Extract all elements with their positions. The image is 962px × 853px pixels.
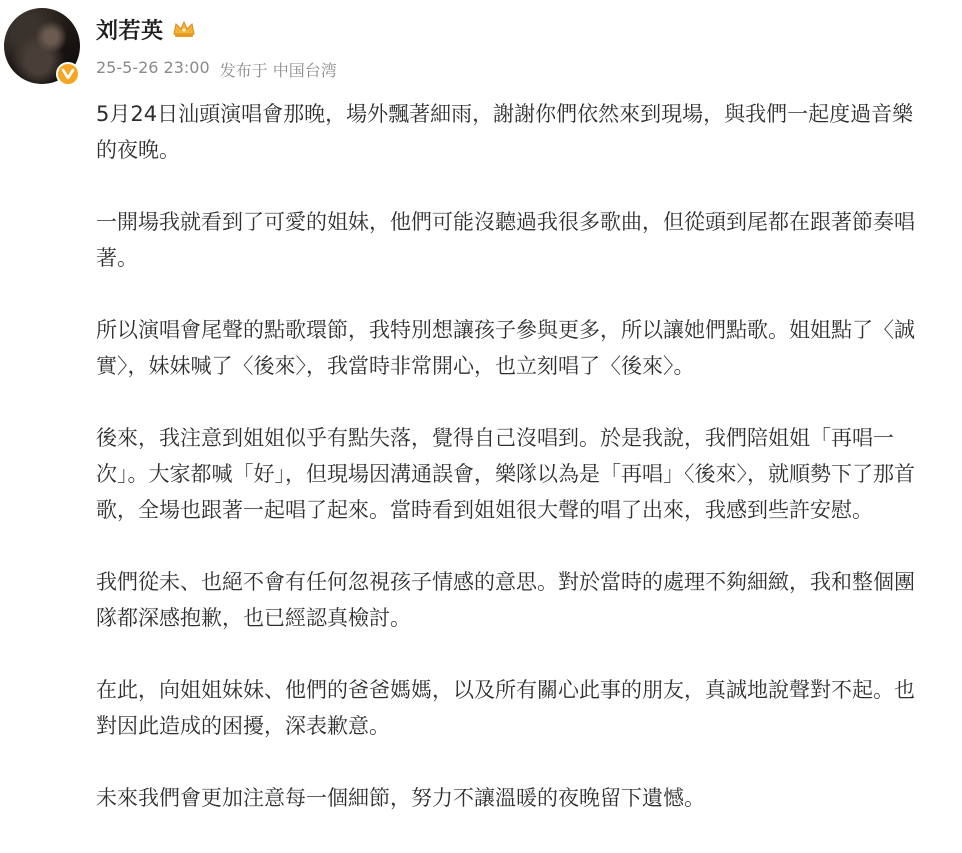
post-timestamp[interactable]: 25-5-26 23:00 <box>96 58 210 77</box>
post-paragraph: 未來我們會更加注意每一個細節，努力不讓溫暖的夜晚留下遺憾。 <box>96 786 705 810</box>
post-paragraph: 一開場我就看到了可愛的姐妹，他們可能沒聽過我很多歌曲，但從頭到尾都在跟著節奏唱著。 <box>96 210 915 270</box>
post-body <box>96 96 916 852</box>
post-paragraph: 所以演唱會尾聲的點歌環節，我特別想讓孩子參與更多，所以讓她們點歌。姐姐點了〈誠實〉，妹妹喊了〈後來〉，我當時非常開心，也立刻唱了〈後來〉。 <box>96 318 915 378</box>
post-paragraph: 在此，向姐姐妹妹、他們的爸爸媽媽，以及所有關心此事的朋友，真誠地說聲對不起。也對因此造成的困擾，深表歉意。 <box>96 678 915 738</box>
post-location: 发布于 中国台湾 <box>219 61 337 80</box>
author-name[interactable]: 刘若英 <box>96 18 164 44</box>
crown-icon[interactable] <box>172 19 196 39</box>
verified-badge-icon <box>56 62 80 86</box>
post-paragraph: 5月24日汕頭演唱會那晚，場外飄著細雨，謝謝你們依然來到現場，與我們一起度過音樂的夜晚。 <box>96 102 914 162</box>
post-paragraph: 後來，我注意到姐姐似乎有點失落，覺得自己沒唱到。於是我說，我們陪姐姐「再唱一次」。大家都喊「好」，但現場因溝通誤會，樂隊以為是「再唱」〈後來〉，就順勢下了那首歌，全場也跟著一起唱了起來。當時看到姐姐很大聲的唱了出來，我感到些許安慰。 <box>96 426 915 522</box>
post-paragraph: 我們從未、也絕不會有任何忽視孩子情感的意思。對於當時的處理不夠細緻，我和整個團隊都深感抱歉，也已經認真檢討。 <box>96 570 915 630</box>
author-row <box>96 12 196 46</box>
post-meta <box>96 58 337 81</box>
